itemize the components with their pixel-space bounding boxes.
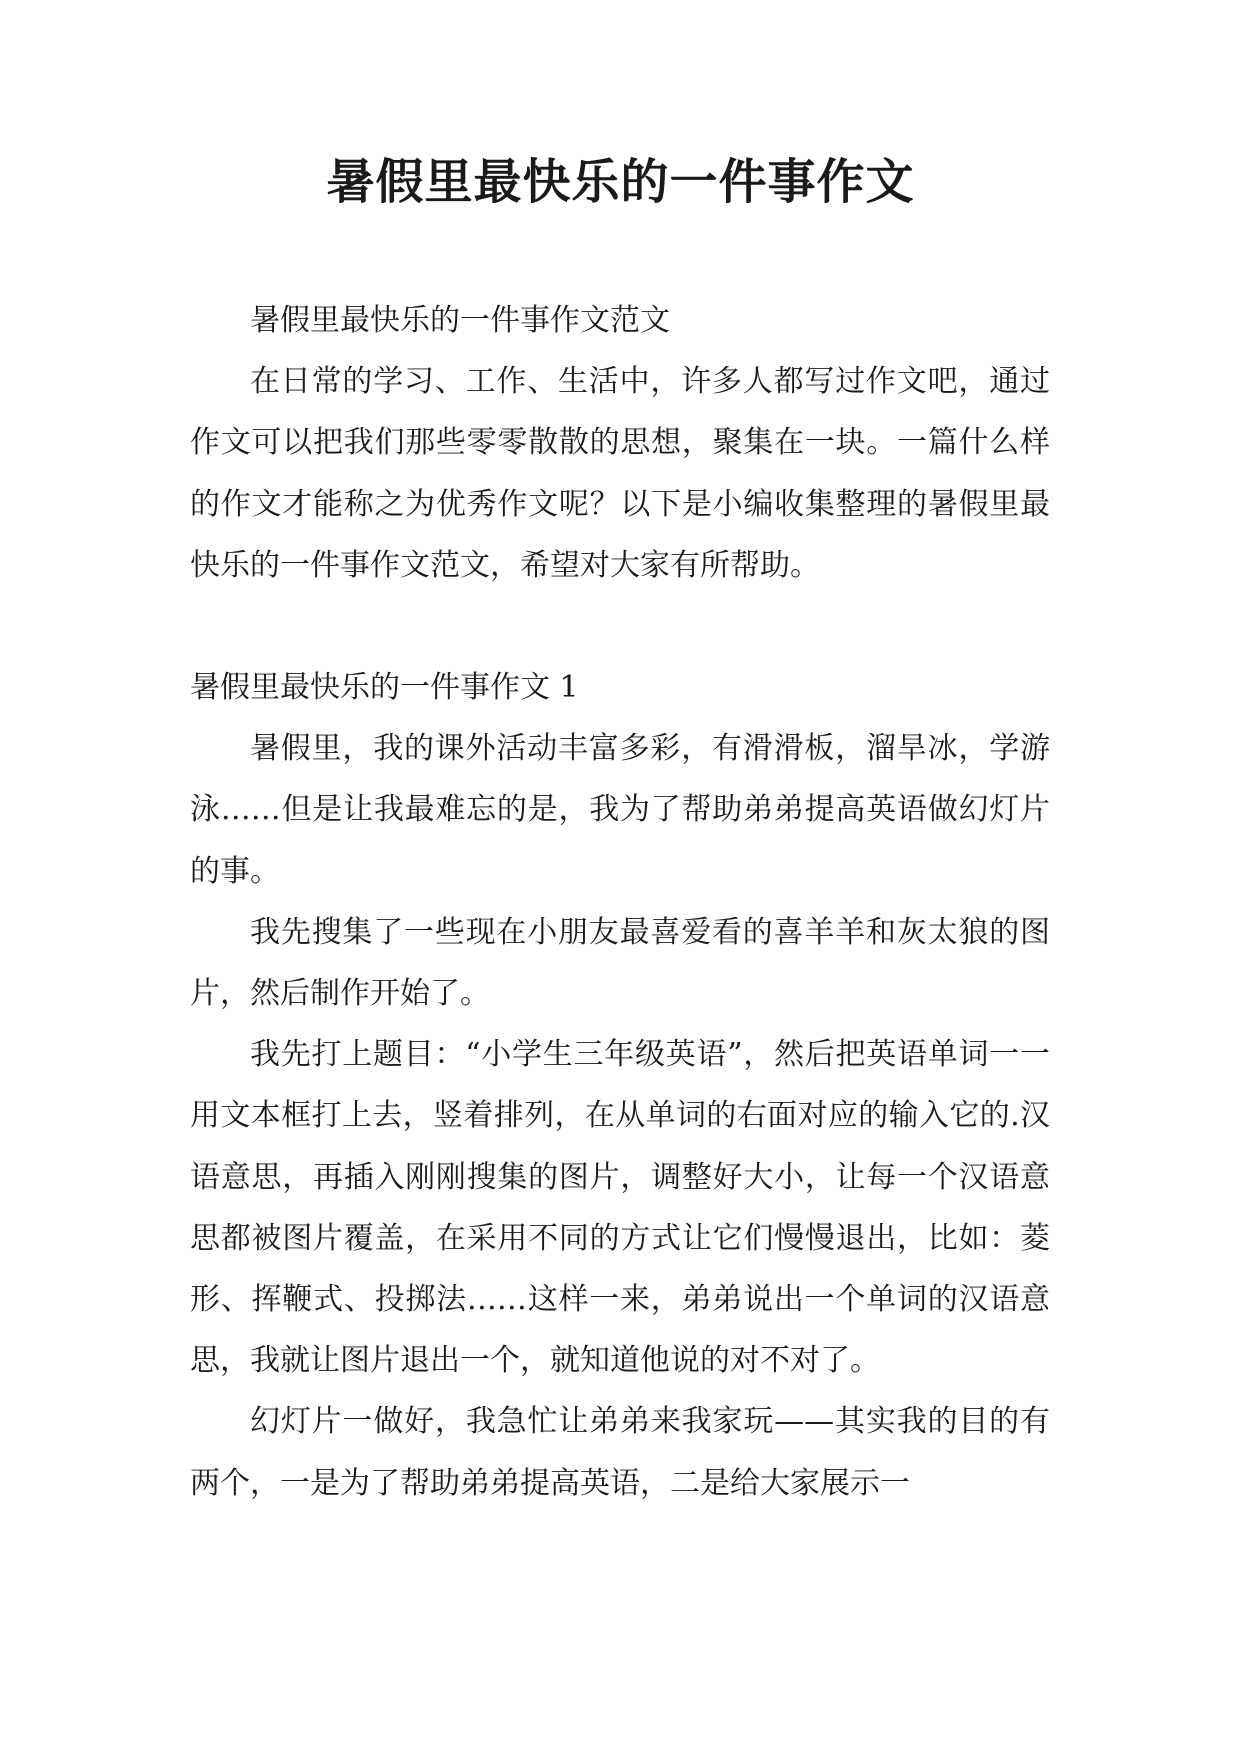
paragraph-gap xyxy=(190,596,1050,657)
body-paragraph-4: 幻灯片一做好，我急忙让弟弟来我家玩——其实我的目的有两个，一是为了帮助弟弟提高英语，二是给大家展示一 xyxy=(190,1404,1050,1501)
body-paragraph-3: 我先打上题目：“小学生三年级英语”，然后把英语单词一一用文本框打上去，竖着排列，在从单词的右面对应的输入它的.汉语意思，再插入刚刚搜集的图片，调整好大小，让每一个汉语意思都被图片覆盖，在采用不同的方式让它们慢慢退出，比如：菱形、挥鞭式、投掷法……这样一来，弟弟说出一个单词的汉语意思，我就让图片退出一个，就知道他说的对不对了。 xyxy=(190,1037,1050,1379)
document-title: 暑假里最快乐的一件事作文 xyxy=(326,154,915,210)
document-subtitle: 暑假里最快乐的一件事作文范文 xyxy=(250,303,670,338)
section-heading: 暑假里最快乐的一件事作文 1 xyxy=(190,670,579,706)
body-paragraph-1: 暑假里，我的课外活动丰富多彩，有滑滑板，溜旱冰，学游泳……但是让我最难忘的是，我为了帮助弟弟提高英语做幻灯片的事。 xyxy=(190,731,1050,889)
body-paragraph-2: 我先搜集了一些现在小朋友最喜爱看的喜羊羊和灰太狼的图片，然后制作开始了。 xyxy=(190,914,1050,1012)
document-body xyxy=(190,290,1050,1514)
intro-paragraph: 在日常的学习、工作、生活中，许多人都写过作文吧，通过作文可以把我们那些零零散散的思想，聚集在一块。一篇什么样的作文才能称之为优秀作文呢？以下是小编收集整理的暑假里最快乐的一件事作文范文，希望对大家有所帮助。 xyxy=(190,364,1050,583)
